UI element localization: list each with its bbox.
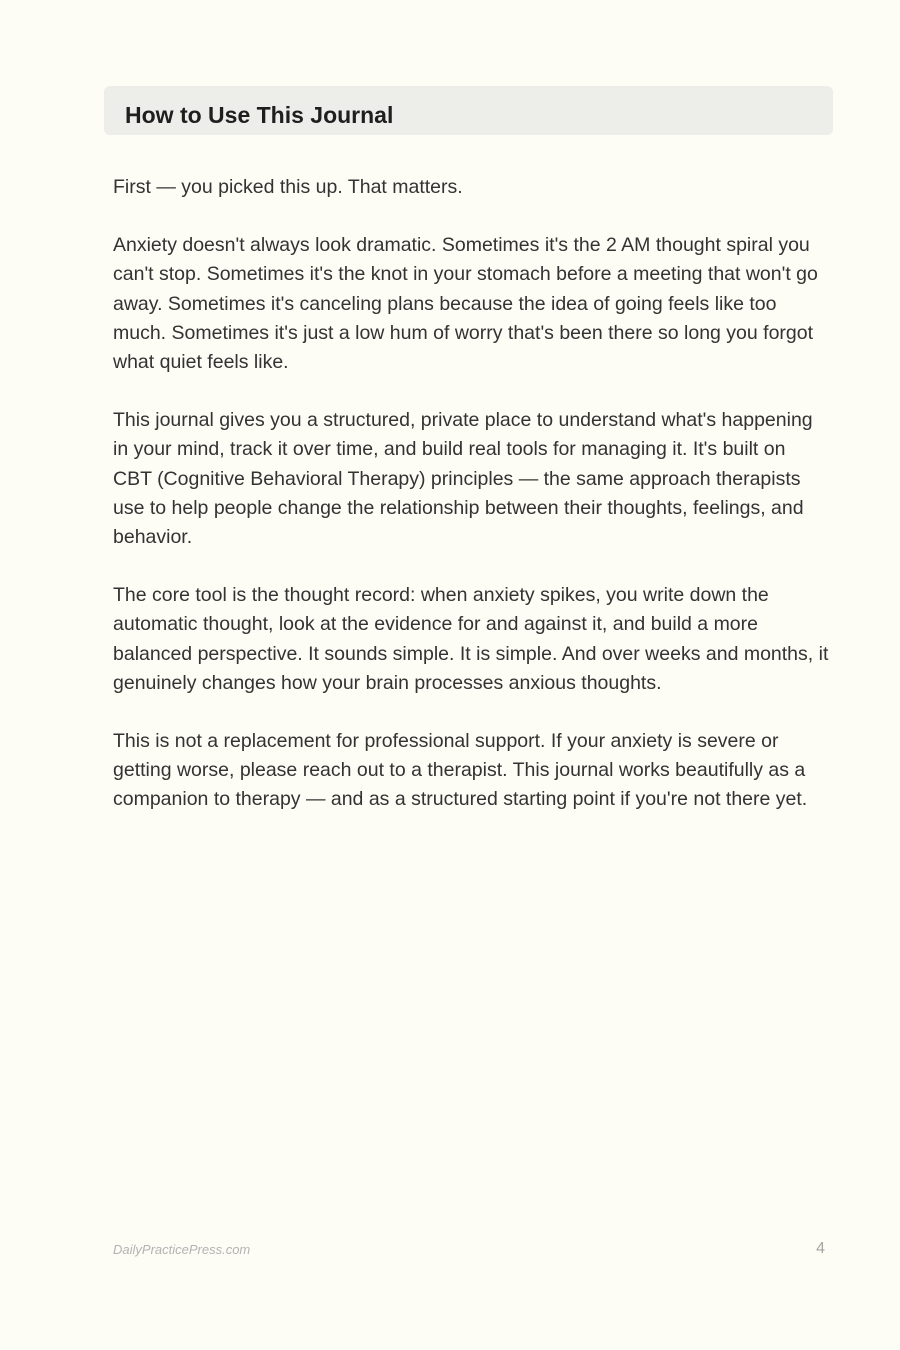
page-number: 4 <box>816 1240 825 1257</box>
footer-site-name: DailyPracticePress.com <box>113 1242 251 1257</box>
journal-purpose-paragraph: This journal gives you a structured, private place to understand what's happening in your mind, track it over time, and build real tools for managing it. It's built on CBT (Cognitive Behavioral Therapy) principles — the same approach therapists use to help people change the relationship between their thoughts, feelings, and behavior. <box>113 409 813 549</box>
intro-paragraph: First — you picked this up. That matters. <box>113 176 463 198</box>
body-content <box>113 173 829 844</box>
thought-record-paragraph: The core tool is the thought record: when anxiety spikes, you write down the automatic thought, look at the evidence for and against it, and build a more balanced perspective. It sounds simple. It is simple. And over weeks and months, it genuinely changes how your brain processes anxious thoughts. <box>113 584 829 694</box>
section-header <box>104 86 833 135</box>
disclaimer-paragraph: This is not a replacement for professional support. If your anxiety is severe or getting worse, please reach out to a therapist. This journal works beautifully as a companion to therapy — and as a structured starting point if you're not there yet. <box>113 730 808 811</box>
section-title: How to Use This Journal <box>125 102 394 128</box>
anxiety-description-paragraph: Anxiety doesn't always look dramatic. Sometimes it's the 2 AM thought spiral you can't stop. Sometimes it's the knot in your stomach before a meeting that won't go away. Sometimes it's canceling plans because the idea of going feels like too much. Sometimes it's just a low hum of worry that's been there so long you forgot what quiet feels like. <box>113 234 818 374</box>
